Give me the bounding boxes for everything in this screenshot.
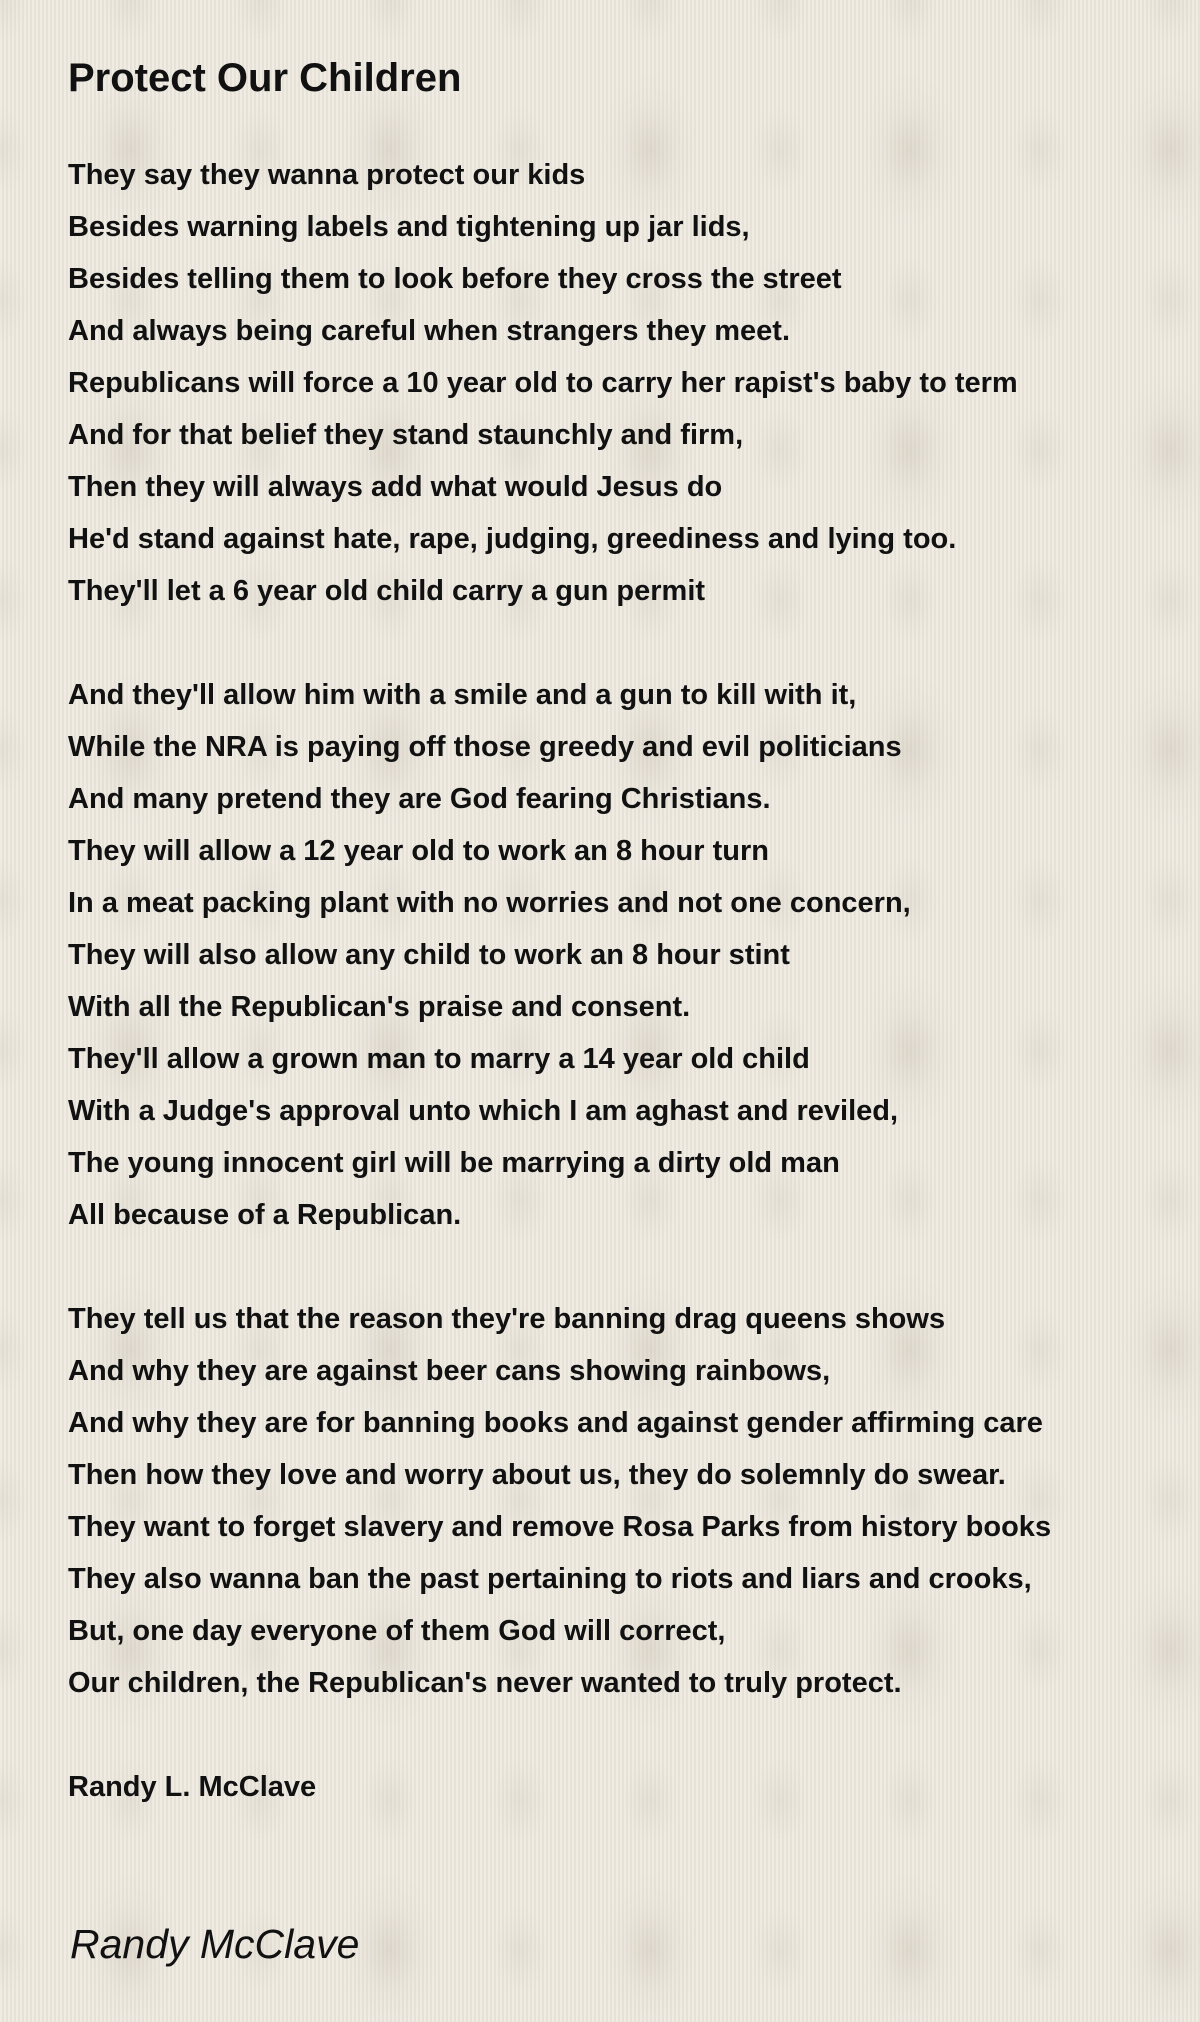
poem-line: They'll let a 6 year old child carry a gun permit: [68, 575, 706, 607]
poem-line: And why they are against beer cans showing rainbows,: [68, 1355, 831, 1387]
poem-line: They will allow a 12 year old to work an 8 hour turn: [68, 835, 769, 867]
stanza-1: [68, 149, 1188, 617]
poem-line: And they'll allow him with a smile and a gun to kill with it,: [68, 679, 857, 711]
poem-line: He'd stand against hate, rape, judging, greediness and lying too.: [68, 523, 957, 555]
poem-line: They also wanna ban the past pertaining to riots and liars and crooks,: [68, 1563, 1032, 1595]
poem-line: They say they wanna protect our kids: [68, 159, 586, 191]
poem-line: With all the Republican's praise and consent.: [68, 991, 691, 1023]
poem-line: But, one day everyone of them God will correct,: [68, 1615, 726, 1647]
poem-line: Republicans will force a 10 year old to carry her rapist's baby to term: [68, 367, 1018, 399]
poem-line: They want to forget slavery and remove Rosa Parks from history books: [68, 1511, 1052, 1543]
stanza-2: [68, 669, 1188, 1241]
poem-line: Our children, the Republican's never wanted to truly protect.: [68, 1667, 902, 1699]
poem-line: And why they are for banning books and against gender affirming care: [68, 1407, 1043, 1439]
poem-line: Besides warning labels and tightening up jar lids,: [68, 211, 750, 243]
poem-line: Then they will always add what would Jesus do: [68, 471, 723, 503]
poem-line: And many pretend they are God fearing Christians.: [68, 783, 771, 815]
poem-author: Randy L. McClave: [68, 1771, 317, 1803]
stanza-3: [68, 1293, 1188, 1709]
author-signature: Randy McClave: [70, 1921, 360, 1967]
poem-title: Protect Our Children: [68, 56, 462, 100]
poem-line: The young innocent girl will be marrying a dirty old man: [68, 1147, 840, 1179]
poem-line: Then how they love and worry about us, they do solemnly do swear.: [68, 1459, 1006, 1491]
poem-line: With a Judge's approval unto which I am aghast and reviled,: [68, 1095, 899, 1127]
poem-line: They'll allow a grown man to marry a 14 year old child: [68, 1043, 810, 1075]
poem-line: They tell us that the reason they're banning drag queens shows: [68, 1303, 946, 1335]
poem-line: They will also allow any child to work an 8 hour stint: [68, 939, 790, 971]
poem-line: Besides telling them to look before they cross the street: [68, 263, 842, 295]
poem-line: All because of a Republican.: [68, 1199, 462, 1231]
poem-line: While the NRA is paying off those greedy and evil politicians: [68, 731, 902, 763]
poem-line: In a meat packing plant with no worries and not one concern,: [68, 887, 911, 919]
poem-line: And for that belief they stand staunchly and firm,: [68, 419, 744, 451]
poem-body: [68, 149, 1188, 1813]
poem-line: And always being careful when strangers they meet.: [68, 315, 790, 347]
